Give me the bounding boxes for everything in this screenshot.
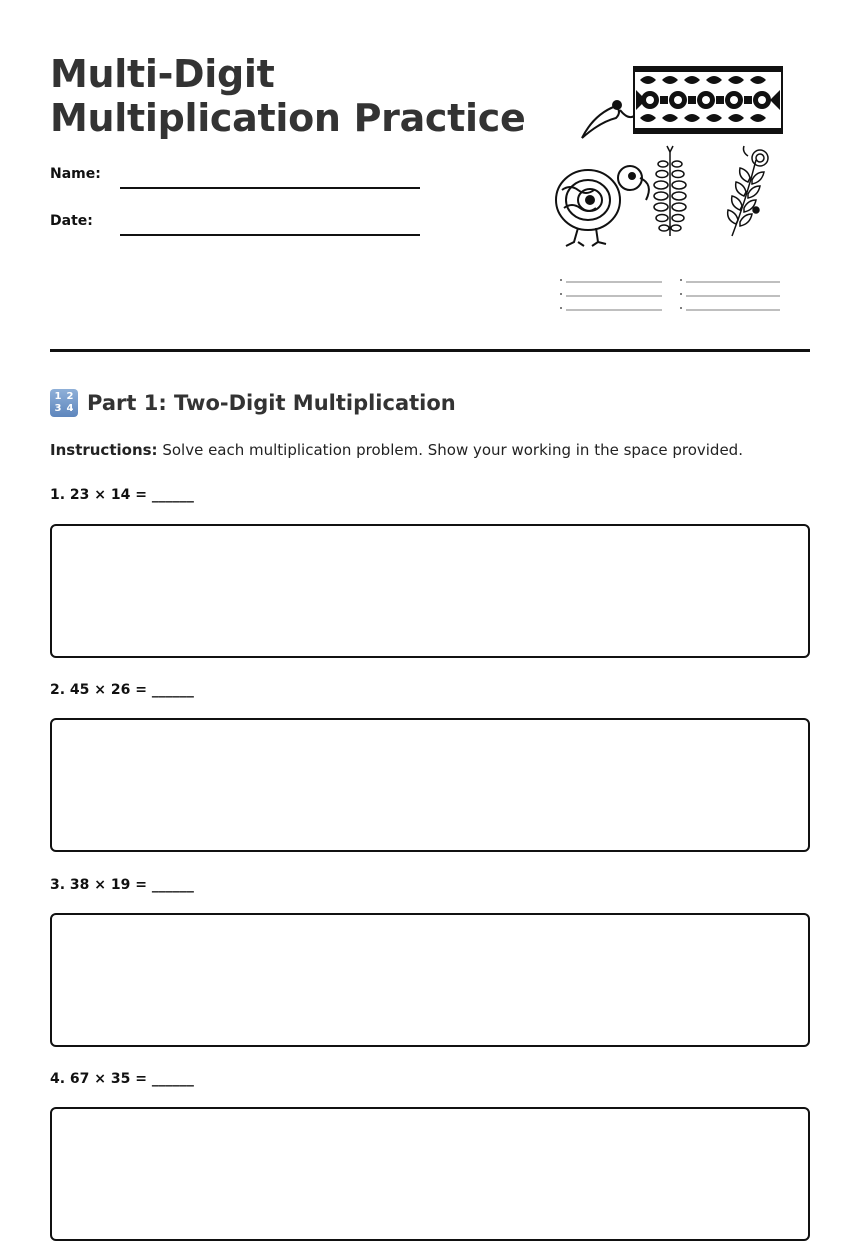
header-divider [50,349,810,352]
problem-2-label: 2. 45 × 26 = ______ [50,682,194,698]
small-label-lines [566,282,780,310]
input-numbers-icon: 1 2 3 4 [50,389,78,417]
name-field[interactable] [120,187,420,189]
problem-4-label: 4. 67 × 35 = ______ [50,1071,194,1087]
date-label: Date: [50,213,93,229]
title-line-2: Multiplication Practice [50,96,526,140]
instructions [50,441,743,459]
problem-1-working-box[interactable] [50,524,810,658]
kiwi-bird-icon [556,166,649,246]
worksheet-title [50,52,525,140]
bird-beak-icon [582,101,634,138]
part-1-heading [50,389,456,417]
title-line-1: Multi-Digit [50,52,275,96]
problem-2-working-box[interactable] [50,718,810,852]
kowhaiwhai-pattern-icon [634,67,782,133]
instructions-text: Solve each multiplication problem. Show your working in the space provided. [157,441,743,459]
fern-frond-icon [728,146,768,236]
fern-leaf-icon [654,146,686,236]
name-label: Name: [50,166,101,182]
problem-3-label: 3. 38 × 19 = ______ [50,877,194,893]
maori-illustration [550,60,790,320]
problem-4-working-box[interactable] [50,1107,810,1241]
problem-1-label: 1. 23 × 14 = ______ [50,487,194,503]
instructions-label: Instructions: [50,441,158,459]
date-field[interactable] [120,234,420,236]
part-1-title: Part 1: Two-Digit Multiplication [87,391,456,415]
problem-3-working-box[interactable] [50,913,810,1047]
